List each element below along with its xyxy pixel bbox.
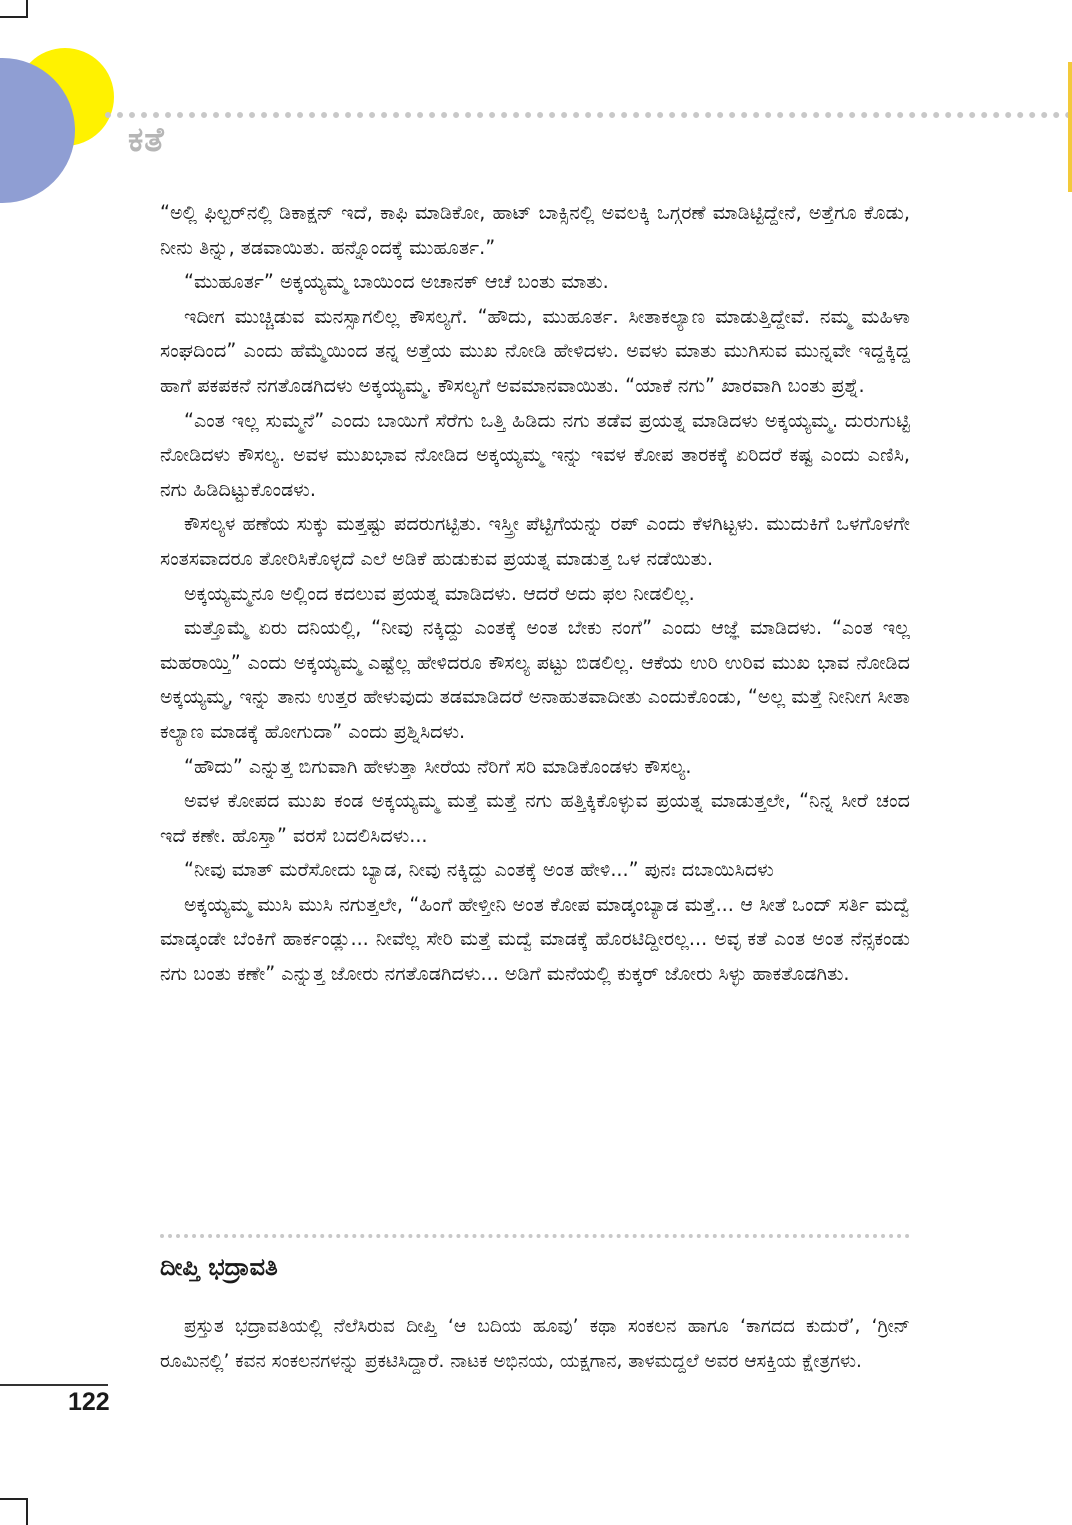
- author-name: ದೀಪ್ತಿ ಭದ್ರಾವತಿ: [160, 1253, 278, 1281]
- story-paragraph: ಮತ್ತೊಮ್ಮೆ ಏರು ದನಿಯಲ್ಲಿ, “ನೀವು ನಕ್ಕಿದ್ದು ಎಂತಕ್ಕೆ ಅಂತ ಬೇಕು ನಂಗೆ” ಎಂದು ಆಜ್ಞೆ ಮಾಡಿದಳು. “ಎಂತ ಇಲ್ಲ ಮಹರಾಯ್ತಿ” ಎಂದು ಅಕ್ಕಯ್ಯಮ್ಮ ಎಷ್ಟೆಲ್ಲ ಹೇಳಿದರೂ ಕೌಸಲ್ಯ ಪಟ್ಟು ಬಿಡಲಿಲ್ಲ. ಆಕೆಯ ಉರಿ ಉರಿವ ಮುಖ ಭಾವ ನೋಡಿದ ಅಕ್ಕಯ್ಯಮ್ಮ, ಇನ್ನು ತಾನು ಉತ್ತರ ಹೇಳುವುದು ತಡಮಾಡಿದರೆ ಅನಾಹುತವಾದೀತು ಎಂದುಕೊಂಡು, “ಅಲ್ಲ ಮತ್ತೆ ನೀನೀಗ ಸೀತಾ ಕಲ್ಯಾಣ ಮಾಡಕ್ಕೆ ಹೋಗುದಾ” ಎಂದು ಪ್ರಶ್ನಿಸಿದಳು.: [160, 616, 910, 743]
- story-paragraph: ಅಕ್ಕಯ್ಯಮ್ಮನೂ ಅಲ್ಲಿಂದ ಕದಲುವ ಪ್ರಯತ್ನ ಮಾಡಿದಳು. ಆದರೆ ಅದು ಫಲ ನೀಡಲಿಲ್ಲ.: [184, 581, 695, 605]
- story-paragraph: “ಮುಹೂರ್ತ” ಅಕ್ಕಯ್ಯಮ್ಮ ಬಾಯಿಂದ ಅಚಾನಕ್ ಆಚೆ ಬಂತು ಮಾತು.: [184, 270, 609, 294]
- header-dotted-rule: [105, 112, 1072, 118]
- story-paragraph: “ಹೌದು” ಎನ್ನುತ್ತ ಬಿಗುವಾಗಿ ಹೇಳುತ್ತಾ ಸೀರೆಯ ನೆರಿಗೆ ಸರಿ ಮಾಡಿಕೊಂಡಳು ಕೌಸಲ್ಯ.: [184, 754, 692, 778]
- right-accent-strip: [1068, 62, 1072, 192]
- story-paragraph: “ಅಲ್ಲಿ ಫಿಲ್ಟರ್‌ನಲ್ಲಿ ಡಿಕಾಕ್ಷನ್ ಇದೆ, ಕಾಫಿ ಮಾಡಿಕೋ, ಹಾಟ್ ಬಾಕ್ಸಿನಲ್ಲಿ ಅವಲಕ್ಕಿ ಒಗ್ಗರಣೆ ಮಾಡಿಟ್ಟಿದ್ದೇನೆ, ಅತ್ತೆಗೂ ಕೊಡು, ನೀನು ತಿನ್ನು, ತಡವಾಯಿತು. ಹನ್ನೊಂದಕ್ಕೆ ಮುಹೂರ್ತ.”: [160, 201, 910, 259]
- story-paragraph: “ನೀವು ಮಾತ್ ಮರೆಸೋದು ಬ್ಯಾಡ, ನೀವು ನಕ್ಕಿದ್ದು ಎಂತಕ್ಕೆ ಅಂತ ಹೇಳಿ...” ಪುನಃ ದಬಾಯಿಸಿದಳು: [184, 858, 774, 882]
- crop-mark-bottom-vertical: [26, 1498, 28, 1525]
- crop-mark-bottom: [0, 1498, 28, 1500]
- author-bio-text: ಪ್ರಸ್ತುತ ಭದ್ರಾವತಿಯಲ್ಲಿ ನೆಲೆಸಿರುವ ದೀಪ್ತಿ ‘ಆ ಬದಿಯ ಹೂವು’ ಕಥಾ ಸಂಕಲನ ಹಾಗೂ ‘ಕಾಗದದ ಕುದುರೆ’, ‘ಗ್ರೀನ್ ರೂಮಿನಲ್ಲಿ’ ಕವನ ಸಂಕಲನಗಳನ್ನು ಪ್ರಕಟಿಸಿದ್ದಾರೆ. ನಾಟಕ ಅಭಿನಯ, ಯಕ್ಷಗಾನ, ತಾಳಮದ್ದಲೆ ಅವರ ಆಸಕ್ತಿಯ ಕ್ಷೇತ್ರಗಳು.: [160, 1316, 910, 1372]
- page-number: 122: [68, 1388, 110, 1416]
- story-paragraph: ಕೌಸಲ್ಯಳ ಹಣೆಯ ಸುಕ್ಕು ಮತ್ತಷ್ಟು ಪದರುಗಟ್ಟಿತು. ಇಸ್ತ್ರೀ ಪೆಟ್ಟಿಗೆಯನ್ನು ರಪ್ ಎಂದು ಕೆಳಗಿಟ್ಟಳು. ಮುದುಕಿಗೆ ಒಳಗೊಳಗೇ ಸಂತಸವಾದರೂ ತೋರಿಸಿಕೊಳ್ಳದೆ ಎಲೆ ಅಡಿಕೆ ಹುಡುಕುವ ಪ್ರಯತ್ನ ಮಾಡುತ್ತ ಒಳ ನಡೆಯಿತು.: [160, 512, 910, 570]
- author-bio: [160, 1310, 910, 1379]
- section-label: ಕತೆ: [128, 120, 165, 160]
- story-paragraph: ಇದೀಗ ಮುಚ್ಚಿಡುವ ಮನಸ್ಸಾಗಲಿಲ್ಲ ಕೌಸಲ್ಯಗೆ. “ಹೌದು, ಮುಹೂರ್ತ. ಸೀತಾಕಲ್ಯಾಣ ಮಾಡುತ್ತಿದ್ದೇವೆ. ನಮ್ಮ ಮಹಿಳಾ ಸಂಘದಿಂದ” ಎಂದು ಹೆಮ್ಮೆಯಿಂದ ತನ್ನ ಅತ್ತೆಯ ಮುಖ ನೋಡಿ ಹೇಳಿದಳು. ಅವಳು ಮಾತು ಮುಗಿಸುವ ಮುನ್ನವೇ ಇದ್ದಕ್ಕಿದ್ದ ಹಾಗೆ ಪಕಪಕನೆ ನಗತೊಡಗಿದಳು ಅಕ್ಕಯ್ಯಮ್ಮ. ಕೌಸಲ್ಯಗೆ ಅವಮಾನವಾಯಿತು. “ಯಾಕೆ ನಗು” ಖಾರವಾಗಿ ಬಂತು ಪ್ರಶ್ನೆ.: [160, 304, 910, 397]
- page-number-rule: [0, 1384, 108, 1386]
- story-body: [160, 196, 910, 992]
- crop-mark-top: [0, 16, 28, 18]
- story-paragraph: ಅವಳ ಕೋಪದ ಮುಖ ಕಂಡ ಅಕ್ಕಯ್ಯಮ್ಮ ಮತ್ತೆ ಮತ್ತೆ ನಗು ಹತ್ತಿಕ್ಕಿಕೊಳ್ಳುವ ಪ್ರಯತ್ನ ಮಾಡುತ್ತಲೇ, “ನಿನ್ನ ಸೀರೆ ಚಂದ ಇದೆ ಕಣೇ. ಹೊಸ್ತಾ” ವರಸೆ ಬದಲಿಸಿದಳು...: [160, 789, 910, 847]
- story-paragraph: ಅಕ್ಕಯ್ಯಮ್ಮ ಮುಸಿ ಮುಸಿ ನಗುತ್ತಲೇ, “ಹಿಂಗೆ ಹೇಳ್ತೀನಿ ಅಂತ ಕೋಪ ಮಾಡ್ಕಂಬ್ಯಾಡ ಮತ್ತೆ... ಆ ಸೀತೆ ಒಂದ್ ಸರ್ತಿ ಮದ್ವೆ ಮಾಡ್ಕಂಡೇ ಬೆಂಕಿಗೆ ಹಾರ್ಕಂಡ್ಲು... ನೀವೆಲ್ಲ ಸೇರಿ ಮತ್ತೆ ಮದ್ವೆ ಮಾಡಕ್ಕೆ ಹೊರಟಿದ್ದೀರಲ್ಲ... ಅವ್ಳ ಕತೆ ಎಂತ ಅಂತ ನೆನ್ಸಕಂಡು ನಗು ಬಂತು ಕಣೇ” ಎನ್ನುತ್ತ ಜೋರು ನಗತೊಡಗಿದಳು... ಅಡಿಗೆ ಮನೆಯಲ್ಲಿ ಕುಕ್ಕರ್ ಜೋರು ಸಿಳ್ಳು ಹಾಕತೊಡಗಿತು.: [160, 892, 910, 986]
- crop-mark-top-vertical: [26, 0, 28, 18]
- section-divider: [160, 1234, 910, 1238]
- story-paragraph: “ಎಂತ ಇಲ್ಲ ಸುಮ್ಮನೆ” ಎಂದು ಬಾಯಿಗೆ ಸೆರೆಗು ಒತ್ತಿ ಹಿಡಿದು ನಗು ತಡೆವ ಪ್ರಯತ್ನ ಮಾಡಿದಳು ಅಕ್ಕಯ್ಯಮ್ಮ. ದುರುಗುಟ್ಟಿ ನೋಡಿದಳು ಕೌಸಲ್ಯ. ಅವಳ ಮುಖಭಾವ ನೋಡಿದ ಅಕ್ಕಯ್ಯಮ್ಮ ಇನ್ನು ಇವಳ ಕೋಪ ತಾರಕಕ್ಕೆ ಏರಿದರೆ ಕಷ್ಟ ಎಂದು ಎಣಿಸಿ, ನಗು ಹಿಡಿದಿಟ್ಟುಕೊಂಡಳು.: [160, 408, 910, 501]
